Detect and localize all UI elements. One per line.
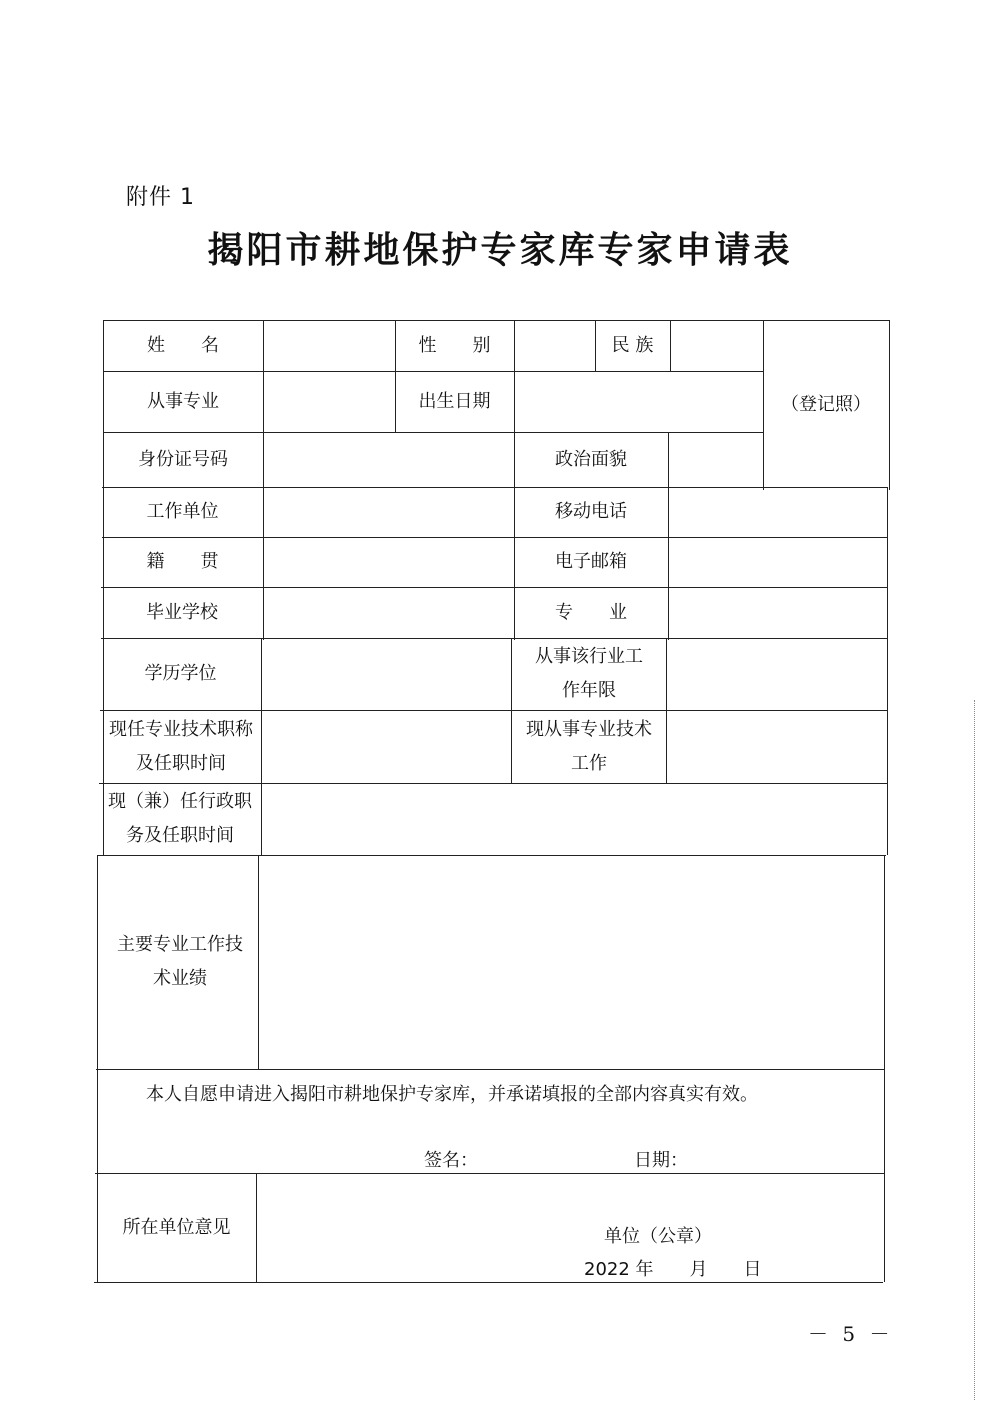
form-line: [511, 638, 512, 783]
form-line: [887, 487, 888, 855]
id-number-field[interactable]: [263, 432, 514, 487]
declaration-text: 本人自愿申请进入揭阳市耕地保护专家库，并承诺填报的全部内容真实有效。: [146, 1084, 758, 1105]
id-number-label: 身份证号码: [138, 448, 228, 470]
achievements-label: 主要专业工作技术业绩: [117, 934, 243, 989]
native-place-field[interactable]: [263, 537, 514, 587]
signature-field[interactable]: [480, 1142, 620, 1170]
industry-years-field[interactable]: [666, 638, 887, 710]
work-unit-field[interactable]: [263, 487, 514, 537]
signature-label: 签名：: [424, 1150, 478, 1171]
gender-field[interactable]: [514, 320, 595, 371]
school-label: 毕业学校: [146, 601, 218, 623]
ethnicity-field[interactable]: [670, 320, 763, 371]
major-label: 专 业: [555, 601, 627, 623]
education-field[interactable]: [261, 638, 511, 710]
achievements-field[interactable]: [258, 855, 884, 1069]
native-place-label: 籍 贯: [146, 551, 219, 572]
current-tech-work-field[interactable]: [666, 710, 887, 783]
school-field[interactable]: [263, 587, 514, 638]
work-unit-label: 工作单位: [146, 501, 219, 522]
admin-post-label: 现（兼）任行政职务及任职时间: [108, 791, 252, 846]
political-status-label: 政治面貌: [555, 448, 627, 470]
form-line: [889, 320, 890, 490]
date-label: 日期：: [634, 1150, 688, 1171]
specialty-label: 从事专业: [147, 390, 219, 412]
email-field[interactable]: [668, 537, 887, 587]
page-number: － 5 －: [808, 1322, 894, 1346]
ethnicity-label: 民 族: [611, 334, 654, 356]
mobile-label: 移动电话: [555, 501, 627, 522]
date-field[interactable]: [688, 1142, 868, 1170]
attachment-label: 附件 1: [126, 185, 195, 210]
gender-label: 性 别: [418, 334, 491, 356]
tech-title-field[interactable]: [261, 710, 511, 783]
current-tech-work-label: 现从事专业技术工作: [526, 718, 652, 774]
mobile-field[interactable]: [668, 487, 887, 537]
unit-opinion-label: 所在单位意见: [122, 1216, 231, 1238]
specialty-field[interactable]: [263, 371, 395, 432]
seal-date: 2022 年 月 日: [584, 1259, 762, 1280]
form-line: [94, 1282, 883, 1283]
political-status-field[interactable]: [668, 432, 763, 487]
tech-title-label: 现任专业技术职称及任职时间: [109, 718, 253, 774]
major-field[interactable]: [668, 587, 887, 638]
page-title: 揭阳市耕地保护专家库专家申请表: [207, 229, 793, 271]
industry-years-label: 从事该行业工作年限: [535, 646, 643, 701]
name-label: 姓 名: [147, 334, 219, 356]
birth-date-label: 出生日期: [418, 390, 491, 412]
scan-edge: [974, 700, 975, 1400]
unit-opinion-field[interactable]: [256, 1173, 884, 1282]
name-field[interactable]: [263, 320, 395, 371]
photo-placeholder[interactable]: （登记照）: [781, 394, 871, 415]
email-label: 电子邮箱: [555, 551, 627, 572]
unit-seal-label: 单位（公章）: [604, 1226, 712, 1247]
form-line: [96, 1069, 885, 1070]
education-label: 学历学位: [144, 663, 217, 684]
birth-date-field[interactable]: [514, 371, 763, 432]
form-line: [884, 855, 885, 1282]
admin-post-field[interactable]: [261, 783, 887, 855]
